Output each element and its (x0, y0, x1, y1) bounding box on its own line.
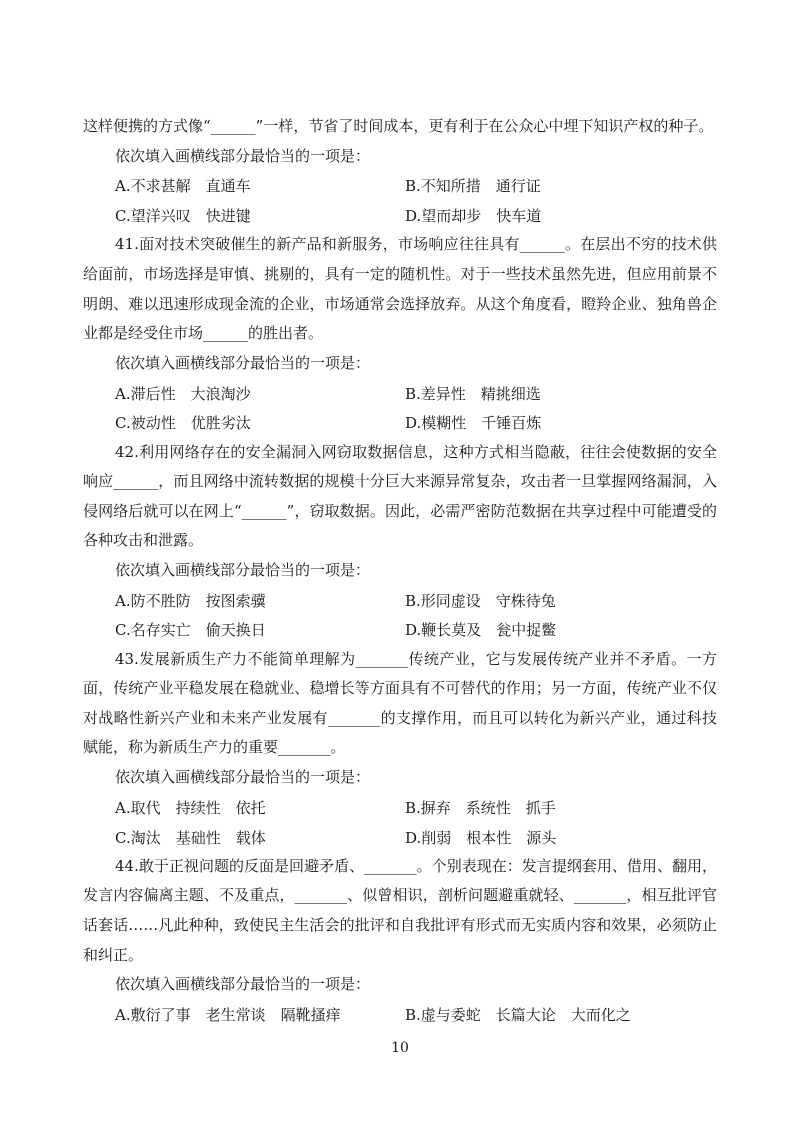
option-b: B.摒弃 系统性 抓手 (405, 798, 556, 817)
question-44-options (83, 1000, 717, 1030)
option-d: D.模糊性 千锤百炼 (405, 414, 542, 433)
option-d: D.望而却步 快车道 (405, 207, 542, 226)
option-row (83, 171, 717, 201)
question-43-stem: 43.发展新质生产力不能简单理解为_______传统产业，它与发展传统产业并不矛盾。一方面，传统产业平稳发展在稳就业、稳增长等方面具有不可替代的作用；另一方面，传统产业不仅对战略性新兴产业和未来产业发展有_______的支撑作用，而且可以转化为新兴产业，通过科技赋能，称为新质生产力的重要_______。 (83, 649, 717, 757)
option-c: C.被动性 优胜劣汰 (115, 414, 251, 433)
question-stem-continued: 这样便携的方式像“______”一样，节省了时间成本，更有利于在公众心中埋下知识产权的种子。 (83, 117, 714, 135)
option-b: B.不知所措 通行证 (405, 177, 541, 196)
option-c: C.望洋兴叹 快进键 (115, 207, 251, 226)
question-42-options (83, 586, 717, 645)
option-row (83, 201, 717, 231)
option-row (83, 1000, 717, 1030)
option-row (83, 378, 717, 408)
option-a: A.不求甚解 直通车 (115, 177, 251, 196)
answer-options (83, 171, 717, 230)
option-d: D.削弱 根本性 源头 (405, 828, 557, 847)
option-d: D.鞭长莫及 瓮中捉鳖 (405, 621, 557, 640)
option-row (83, 586, 717, 616)
option-c: C.淘汰 基础性 载体 (115, 828, 266, 847)
option-row (83, 408, 717, 438)
option-row (83, 822, 717, 852)
page-number: 10 (391, 1040, 409, 1056)
question-43-options (83, 793, 717, 852)
option-row (83, 615, 717, 645)
page-content (83, 112, 717, 1029)
question-44-prompt: 依次填入画横线部分最恰当的一项是： (115, 975, 371, 994)
question-41-stem: 41.面对技术突破催生的新产品和新服务，市场响应往往具有______。在层出不穷的技术供给面前，市场选择是审慎、挑剔的，具有一定的随机性。对于一些技术虽然先进，但应用前景不明朗、难以迅速形成现金流的企业，市场通常会选择放弃。从这个角度看，瞪羚企业、独角兽企业都是经受住市场______的胜出者。 (83, 235, 717, 343)
question-prompt: 依次填入画横线部分最恰当的一项是： (115, 146, 371, 165)
question-43-prompt: 依次填入画横线部分最恰当的一项是： (115, 768, 371, 787)
question-44-stem: 44.敢于正视问题的反面是回避矛盾、_______。个别表现在：发言提纲套用、借用、翻用，发言内容偏离主题、不及重点，_______、似曾相识，剖析问题避重就轻、_______，相互批评官话套话……凡此种种，致使民主生活会的批评和自我批评有形式而无实质内容和效果，必须防止和纠正。 (83, 856, 717, 964)
option-row (83, 793, 717, 823)
question-41-prompt: 依次填入画横线部分最恰当的一项是： (115, 353, 371, 372)
option-b: B.虚与委蛇 长篇大论 大而化之 (405, 1006, 631, 1025)
option-a: A.滞后性 大浪淘沙 (115, 384, 251, 403)
question-42-prompt: 依次填入画横线部分最恰当的一项是： (115, 560, 371, 579)
option-b: B.差异性 精挑细选 (405, 384, 541, 403)
option-a: A.防不胜防 按图索骥 (115, 591, 266, 610)
question-41-options (83, 378, 717, 437)
option-b: B.形同虚设 守株待兔 (405, 591, 556, 610)
option-a: A.敷衍了事 老生常谈 隔靴搔痒 (115, 1006, 341, 1025)
option-a: A.取代 持续性 依托 (115, 798, 266, 817)
option-c: C.名存实亡 偷天换日 (115, 621, 266, 640)
question-42-stem: 42.利用网络存在的安全漏洞入网窃取数据信息，这种方式相当隐蔽，往往会使数据的安全响应______，而且网络中流转数据的规模十分巨大来源异常复杂，攻击者一旦掌握网络漏洞，入侵网络后就可以在网上“______”，窃取数据。因此，必需严密防范数据在共享过程中可能遭受的各种攻击和泄露。 (83, 442, 717, 550)
